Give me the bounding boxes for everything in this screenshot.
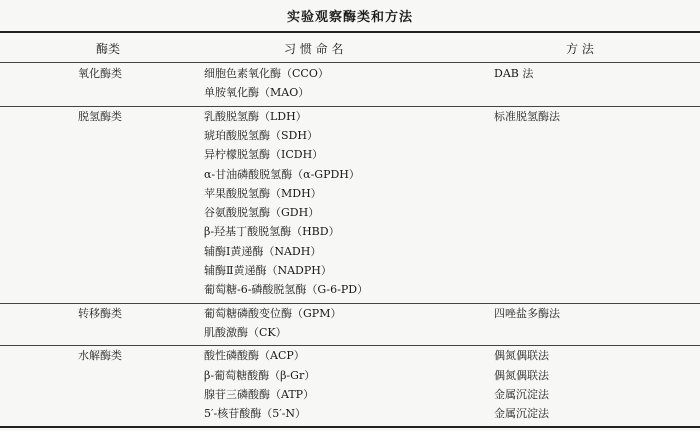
method-cell: 四唑盐多酶法 [494,306,560,320]
table-bottom-rule [0,426,700,428]
enzyme-name-cell: 辅酶Ⅰ黄递酶（NADH） [204,244,322,258]
method-cell: 金属沉淀法 [494,407,549,421]
enzyme-name-cell: 异柠檬脱氢酶（ICDH） [204,148,324,162]
header-category: 酶类 [96,42,121,56]
enzyme-name-cell: β-羟基丁酸脱氢酶（HBD） [204,225,340,239]
enzyme-name-cell: 谷氨酸脱氢酶（GDH） [204,206,320,220]
enzyme-name-cell: 腺苷三磷酸酶（ATP） [204,387,315,401]
enzyme-name-cell: 琥珀酸脱氢酶（SDH） [204,128,318,142]
enzyme-name-cell: 苹果酸脱氢酶（MDH） [204,186,322,200]
header-rule [0,62,700,63]
header-name: 习 惯 命 名 [284,42,344,56]
enzyme-name-cell: 辅酶Ⅱ黄递酶（NADPH） [204,264,332,277]
enzyme-name-cell: 肌酸激酶（CK） [204,325,287,339]
header-method: 方 法 [566,42,594,56]
enzyme-name-cell: 酸性磷酸酶（ACP） [204,349,305,363]
enzyme-name-cell: 细胞色素氧化酶（CCO） [204,67,329,80]
category-cell: 转移酶类 [78,306,122,320]
enzyme-name-cell: 5′-核苷酸酶（5′-N） [204,407,307,421]
method-cell: 金属沉淀法 [494,387,549,401]
category-cell: 氧化酶类 [78,67,122,80]
method-cell: 偶氮偶联法 [494,368,549,382]
enzyme-name-cell: 葡萄糖磷酸变位酶（GPM） [204,306,342,320]
method-cell: DAB 法 [494,67,534,80]
method-cell: 标准脱氢酶法 [494,109,560,123]
enzyme-name-cell: α-甘油磷酸脱氢酶（α-GPDH） [204,167,360,181]
category-cell: 水解酶类 [78,349,122,363]
method-cell: 偶氮偶联法 [494,349,549,363]
enzyme-name-cell: β-葡萄糖酸酶（β-Gr） [204,368,316,382]
table-top-rule [0,31,700,33]
enzyme-name-cell: 葡萄糖-6-磷酸脱氢酶（G-6-PD） [204,283,369,297]
enzyme-name-cell: 单胺氧化酶（MAO） [204,86,310,100]
enzyme-name-cell: 乳酸脱氢酶（LDH） [204,109,307,123]
category-cell: 脱氢酶类 [78,109,122,123]
table-title: 实验观察酶类和方法 [286,10,413,25]
